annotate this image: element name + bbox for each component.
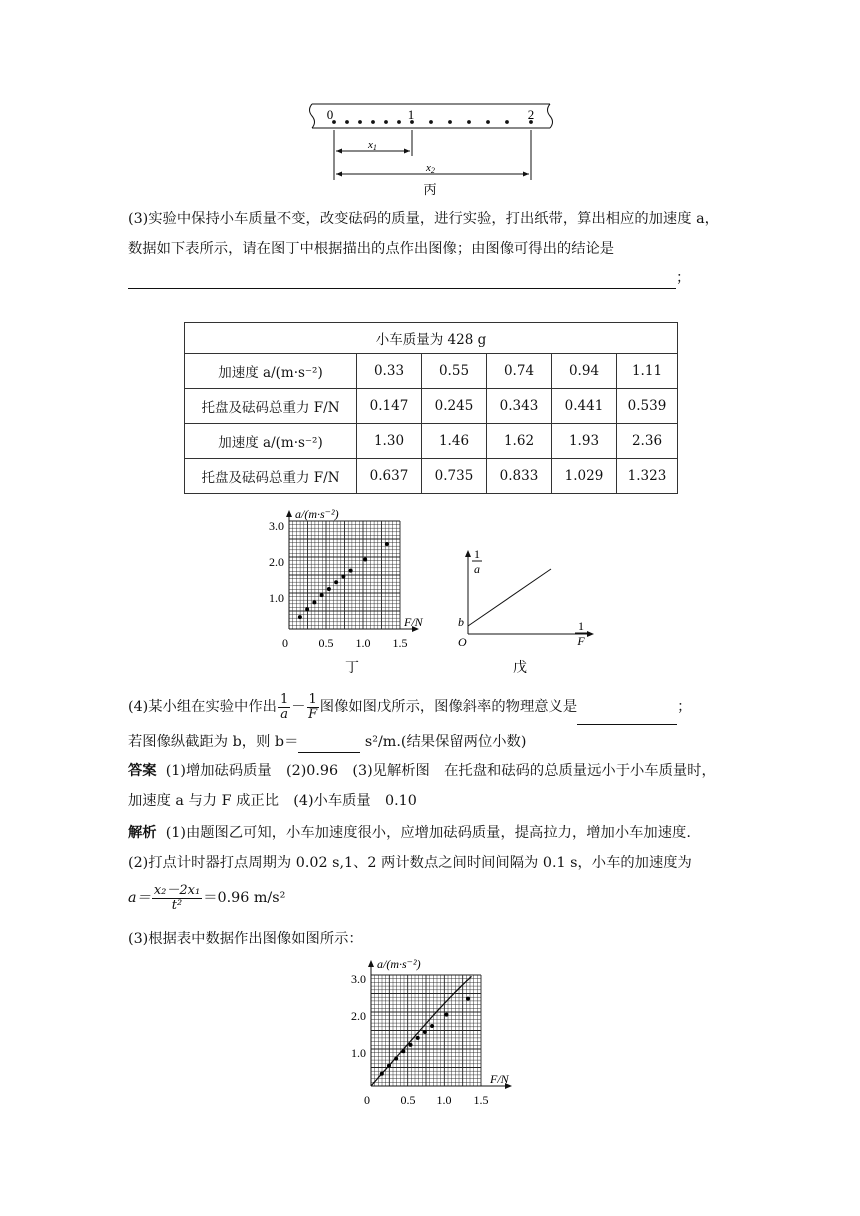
table-row — [185, 424, 678, 459]
data-point — [466, 997, 470, 1001]
ding-xlabel: F/N — [404, 615, 423, 629]
analysis-line4: (3)根据表中数据作出图像如图所示： — [128, 931, 363, 947]
table-cell: 0.539 — [617, 389, 678, 424]
q4-line2: 若图像纵截距为 b，则 b＝ s²/m.(结果保留两位小数) — [128, 732, 526, 753]
fraction-1-over-f: $\frac{1}{F}$ — [308, 691, 318, 722]
answer-label: 答案 — [128, 763, 157, 779]
data-point — [312, 600, 316, 604]
row-label: 托盘及砝码总重力 F/N — [185, 459, 357, 494]
ding-xtick-3: 1.5 — [392, 636, 408, 650]
ans-ytick-1: 1.0 — [351, 1046, 366, 1060]
data-point — [349, 569, 353, 573]
table-cell: 1.323 — [617, 459, 678, 494]
ding-origin: 0 — [282, 636, 288, 650]
wu-xlabel-den: F — [577, 634, 585, 648]
wu-intercept-label: b — [458, 615, 464, 629]
wu-xlabel-num: 1 — [578, 619, 584, 633]
table-cell: 0.33 — [357, 354, 422, 389]
table-cell: 1.029 — [552, 459, 617, 494]
data-point — [305, 607, 309, 611]
row-label: 加速度 a/(m·s⁻²) — [185, 424, 357, 459]
analysis-label: 解析 — [128, 825, 157, 841]
tape-dot — [397, 120, 401, 124]
answer-line2: 加速度 a 与力 F 成正比 (4)小车质量 0.10 — [128, 793, 417, 809]
ans-xtick-3: 1.5 — [473, 1093, 489, 1107]
answer-line1: 答案 (1)增加砝码质量 (2)0.96 (3)见解析图 在托盘和砝码的总质量远小于小车质量时， — [128, 763, 716, 779]
ans-xlabel: F/N — [490, 1072, 509, 1086]
analysis-line2: (2)打点计时器打点周期为 0.02 s,1、2 两计数点之间时间间隔为 0.1 s，小车的加速度为 — [128, 855, 692, 871]
table-cell: 0.735 — [422, 459, 487, 494]
table-row — [185, 354, 678, 389]
tape-dot — [345, 120, 349, 124]
data-point — [423, 1030, 427, 1034]
data-point — [430, 1024, 434, 1028]
table-cell: 0.74 — [487, 354, 552, 389]
ans-xtick-2: 1.0 — [436, 1093, 452, 1107]
tape-dot — [448, 120, 452, 124]
q3-answer-blank-line: ； — [128, 268, 690, 289]
table-cell: 1.30 — [357, 424, 422, 459]
wu-origin: O — [458, 635, 467, 649]
data-point — [394, 1057, 398, 1061]
tape-dot — [384, 120, 388, 124]
tape-dot — [505, 120, 509, 124]
data-point — [385, 542, 389, 546]
q4-line1: (4)某小组在实验中作出 $\frac{1}{a}$ － $\frac{1}{F}$ 图像如图戊所示，图像斜率的物理意义是 ； — [128, 690, 691, 724]
table-cell: 1.46 — [422, 424, 487, 459]
table-cell: 1.93 — [552, 424, 617, 459]
ding-xtick-2: 1.0 — [355, 636, 371, 650]
wu-ylabel-num: 1 — [474, 547, 480, 561]
table-cell: 0.55 — [422, 354, 487, 389]
data-point — [387, 1064, 391, 1068]
ding-ytick-3: 3.0 — [269, 519, 284, 533]
tape-dot — [486, 120, 490, 124]
data-point — [298, 615, 302, 619]
data-point — [380, 1072, 384, 1076]
ans-ylabel: a/(m·s⁻²) — [377, 957, 421, 971]
figure-caption-wu: 戊 — [513, 661, 527, 676]
ans-ytick-3: 3.0 — [351, 972, 366, 986]
data-point — [334, 580, 338, 584]
chart-wu — [448, 544, 598, 678]
data-point — [416, 1036, 420, 1040]
tape-dot — [371, 120, 375, 124]
data-table — [184, 322, 678, 494]
table-cell: 0.245 — [422, 389, 487, 424]
table-cell: 0.441 — [552, 389, 617, 424]
paper-tape-figure — [300, 98, 560, 198]
table-row — [185, 389, 678, 424]
table-cell: 0.833 — [487, 459, 552, 494]
data-point — [401, 1049, 405, 1053]
ding-ytick-2: 2.0 — [269, 555, 284, 569]
q3-line1: (3)实验中保持小车质量不变，改变砝码的质量，进行实验，打出纸带，算出相应的加速度 a， — [128, 211, 719, 227]
figure-caption-ding: 丁 — [345, 661, 359, 676]
q3-blank[interactable] — [128, 268, 676, 289]
data-point — [444, 1013, 448, 1017]
figure-caption-bing: 丙 — [423, 182, 437, 197]
chart-answer — [344, 956, 524, 1108]
tape-label-0: 0 — [326, 107, 334, 122]
data-point — [327, 587, 331, 591]
table-cell: 1.62 — [487, 424, 552, 459]
wu-line — [468, 569, 551, 626]
data-point — [320, 593, 324, 597]
table-cell: 0.147 — [357, 389, 422, 424]
q3-line2: 数据如下表所示，请在图丁中根据描出的点作出图像；由图像可得出的结论是 — [128, 241, 615, 257]
ding-xtick-1: 0.5 — [318, 636, 334, 650]
ans-origin: 0 — [364, 1093, 370, 1107]
row-label: 加速度 a/(m·s⁻²) — [185, 354, 357, 389]
data-point — [341, 574, 345, 578]
fit-curve — [371, 976, 472, 1086]
tape-dot — [467, 120, 471, 124]
table-cell: 2.36 — [617, 424, 678, 459]
ans-xtick-1: 0.5 — [400, 1093, 416, 1107]
tape-label-2: 2 — [527, 107, 535, 122]
tape-dots — [332, 120, 533, 124]
row-label: 托盘及砝码总重力 F/N — [185, 389, 357, 424]
acceleration-fraction: $\frac{\text{x₂－2x₁}}{\text{t²}}$ — [153, 882, 201, 913]
ding-ylabel: a/(m·s⁻²) — [295, 507, 339, 521]
table-row — [185, 459, 678, 494]
q4-slope-blank[interactable] — [577, 690, 677, 725]
data-point — [409, 1043, 413, 1047]
wu-ylabel-den: a — [474, 562, 480, 576]
tape-dot — [429, 120, 433, 124]
ding-ytick-1: 1.0 — [269, 591, 284, 605]
table-cell: 0.637 — [357, 459, 422, 494]
analysis-line1: 解析 (1)由题图乙可知，小车加速度很小，应增加砝码质量，提高拉力，增加小车加速度. — [128, 825, 691, 841]
chart-ding — [262, 506, 442, 678]
table-title: 小车质量为 428 g — [185, 323, 678, 354]
fraction-1-over-a: $\frac{1}{a}$ — [279, 691, 289, 722]
data-point — [363, 558, 367, 562]
tape-label-1: 1 — [407, 107, 415, 122]
table-cell: 0.343 — [487, 389, 552, 424]
q4-intercept-blank[interactable] — [298, 732, 360, 753]
x1-label: x1 — [368, 139, 377, 152]
analysis-equation: a＝ $\frac{\text{x₂－2x₁}}{\text{t²}}$ ＝0.96 m/s² — [128, 882, 286, 913]
table-cell: 1.11 — [617, 354, 678, 389]
table-cell: 0.94 — [552, 354, 617, 389]
ans-ytick-2: 2.0 — [351, 1009, 366, 1023]
tape-dot — [358, 120, 362, 124]
x2-label: x2 — [426, 162, 435, 175]
